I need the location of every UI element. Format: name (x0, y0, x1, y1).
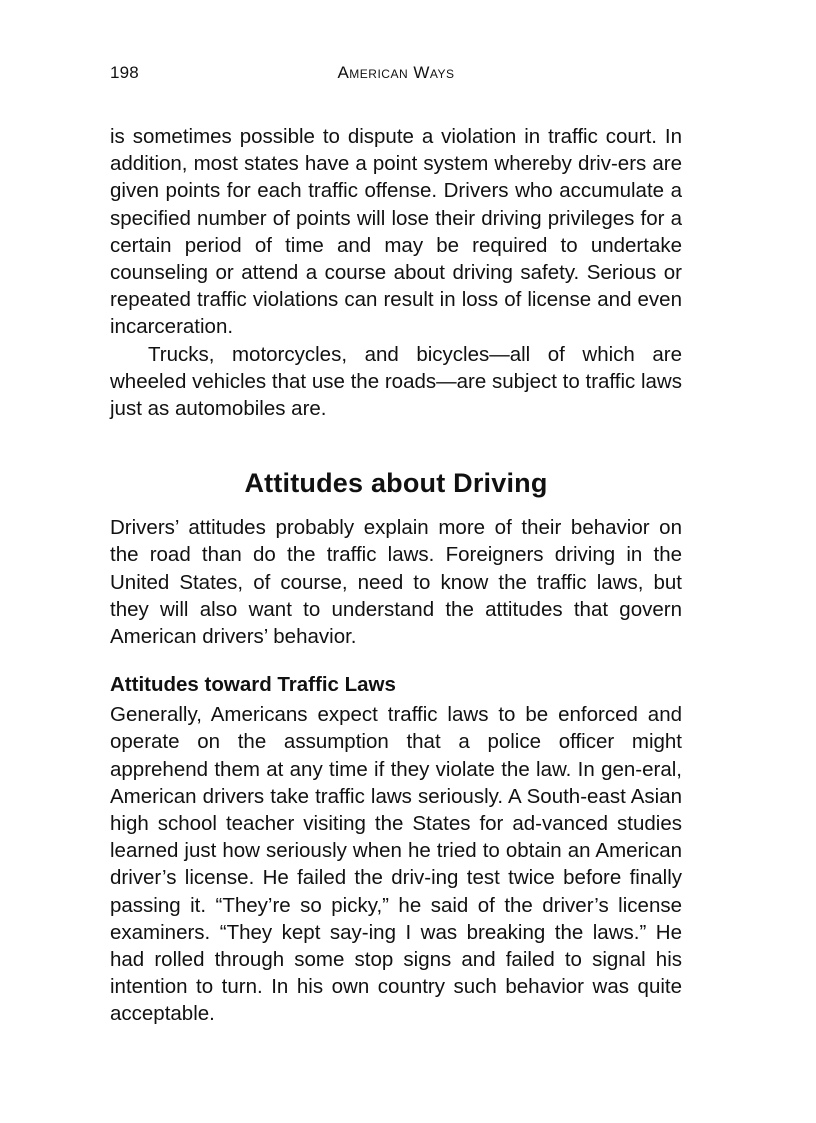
subsection-heading: Attitudes toward Traffic Laws (110, 673, 396, 697)
page-number: 198 (110, 63, 139, 82)
paragraph-attitudes: Drivers’ attitudes probably explain more of their behavior on the road than do the traffic laws. Foreigners driving in the United States, of course, need to know the traffic laws, but they will also want to understand the attitudes that govern American drivers’ behavior. (110, 516, 682, 649)
section-heading: Attitudes about Driving (244, 468, 548, 499)
book-page (110, 58, 682, 1028)
running-head (110, 58, 682, 88)
paragraph-trucks: Trucks, motorcycles, and bicycles—all of which are wheeled vehicles that use the roads—are subject to traffic laws just as automobiles are. (110, 342, 682, 421)
paragraph-continued: is sometimes possible to dispute a violation in traffic court. In addition, most states have a point system whereby driv-ers are given points for each traffic offense. Drivers who accumulate a specified number of points will lose their driving privileges for a certain period of time and may be required to undertake counseling or attend a course about driving safety. Serious or repeated traffic violations can result in loss of license and even incarceration. (110, 125, 682, 339)
running-title: American Ways (337, 63, 455, 82)
paragraph-traffic-laws: Generally, Americans expect traffic laws to be enforced and operate on the assumption that a police officer might apprehend them at any time if they violate the law. In gen-eral, American drivers take traffic laws seriously. A South-east Asian high school teacher visiting the States for ad-vanced studies learned just how seriously when he tried to obtain an American driver’s license. He failed the driv-ing test twice before finally passing it. “They’re so picky,” he said of the driver’s license examiners. “They kept say-ing I was breaking the laws.” He had rolled through some stop signs and failed to signal his intention to turn. In his own country such behavior was quite acceptable. (110, 703, 682, 1026)
